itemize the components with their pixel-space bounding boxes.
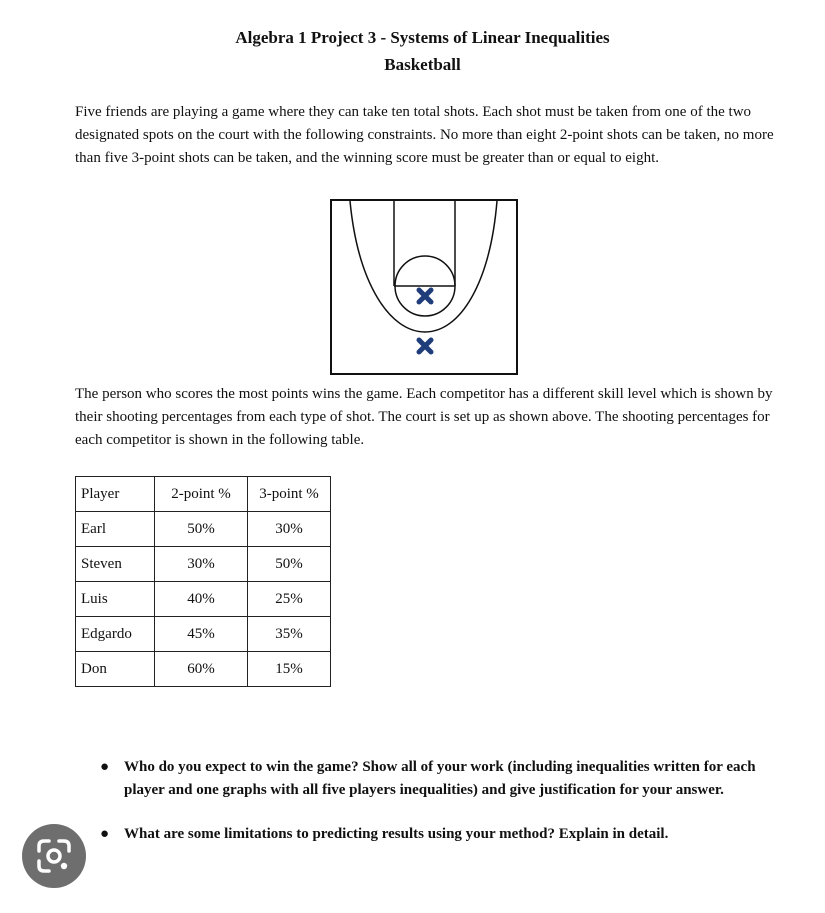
table-row <box>76 617 331 652</box>
page-subtitle: Basketball <box>384 55 461 74</box>
table-row <box>76 582 331 617</box>
table-row <box>76 547 331 582</box>
cell-player: Luis <box>76 582 155 617</box>
question-text: What are some limitations to predicting results using your method? Explain in detail. <box>124 826 669 842</box>
header-3-point: 3-point % <box>248 477 331 512</box>
cell-2-point: 40% <box>155 582 248 617</box>
question-item <box>100 823 780 846</box>
cell-2-point: 50% <box>155 512 248 547</box>
cell-3-point: 50% <box>248 547 331 582</box>
bullet-icon: ● <box>100 759 110 775</box>
header-player: Player <box>76 477 155 512</box>
cell-player: Earl <box>76 512 155 547</box>
google-lens-button[interactable] <box>22 824 86 888</box>
page-title: Algebra 1 Project 3 - Systems of Linear Inequalities <box>235 28 610 47</box>
question-list <box>100 756 780 846</box>
basketball-court-diagram <box>330 199 518 375</box>
cell-2-point: 30% <box>155 547 248 582</box>
cell-player: Edgardo <box>76 617 155 652</box>
table-row <box>76 512 331 547</box>
intro-paragraph: Five friends are playing a game where they can take ten total shots. Each shot must be taken from one of the two designated spots on the court with the following constraints. No more than eight 2-point shots can be taken, no more than five 3-point shots can be taken, and the winning score must be greater than or equal to eight. <box>75 104 774 166</box>
cell-player: Don <box>76 652 155 687</box>
table-row <box>76 652 331 687</box>
description-paragraph: The person who scores the most points wins the game. Each competitor has a different skill level which is shown by their shooting percentages from each type of shot. The court is set up as shown above. The shooting percentages for each competitor is shown in the following table. <box>75 386 773 448</box>
header-2-point: 2-point % <box>155 477 248 512</box>
question-item <box>100 756 780 802</box>
cell-3-point: 25% <box>248 582 331 617</box>
cell-3-point: 30% <box>248 512 331 547</box>
google-lens-icon <box>35 837 73 875</box>
cell-player: Steven <box>76 547 155 582</box>
shooting-percentage-table <box>75 476 331 687</box>
cell-3-point: 15% <box>248 652 331 687</box>
cell-2-point: 60% <box>155 652 248 687</box>
bullet-icon: ● <box>100 826 110 842</box>
question-text: Who do you expect to win the game? Show all of your work (including inequalities written for each player and one graphs with all five players inequalities) and give justification for your answer. <box>124 759 756 798</box>
table-header-row <box>76 477 331 512</box>
cell-3-point: 35% <box>248 617 331 652</box>
cell-2-point: 45% <box>155 617 248 652</box>
